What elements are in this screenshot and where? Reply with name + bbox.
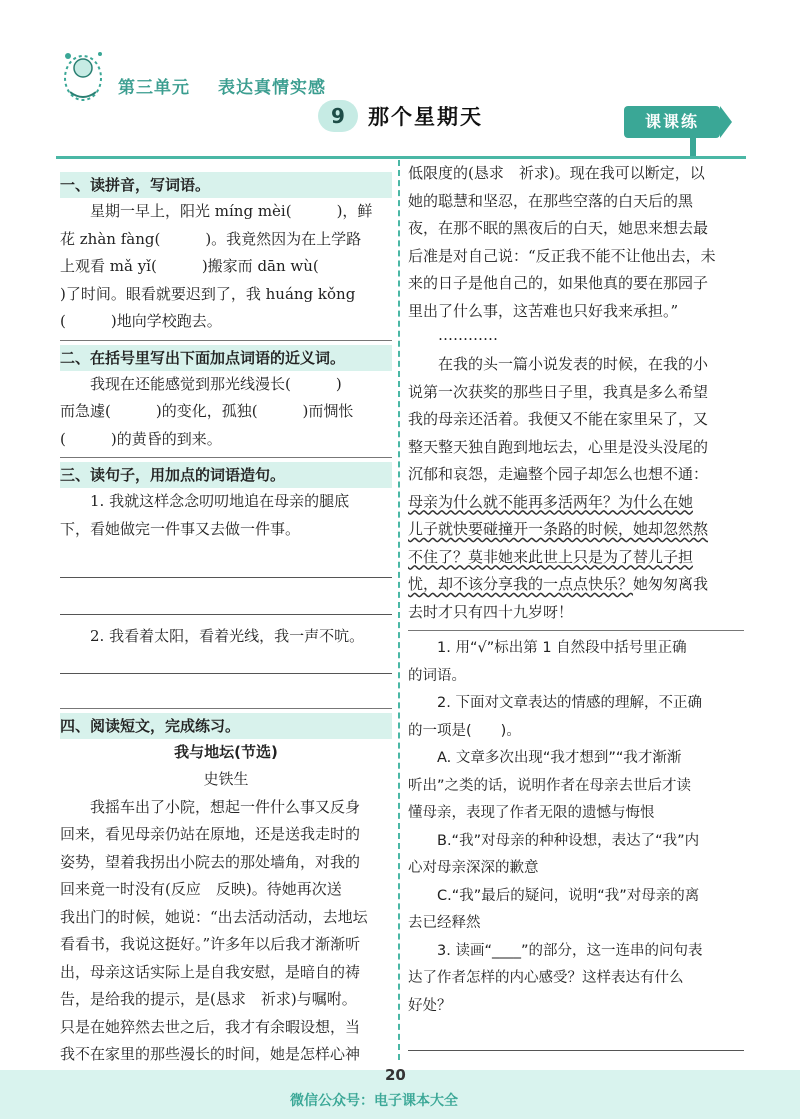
section3-q2: 2. 我看着太阳，看着光线，我一声不吭。 <box>90 627 365 645</box>
section1-line: ( )地向学校跑去。 <box>60 312 222 330</box>
section2-line: 而急遽( )的变化，孤独( )而惆怅 <box>60 402 354 420</box>
question2-line: 的一项是( )。 <box>408 722 521 739</box>
question1-line: 1. 用“√”标出第 1 自然段中括号里正确 <box>437 640 687 656</box>
option-a-line: 懂母亲，表现了作者无限的遗憾与悔恨 <box>408 805 655 821</box>
option-b-line: 心对母亲深深的歉意 <box>408 860 539 876</box>
article-line: 沉郁和哀怨，走遍整个园子却怎么也想不通： <box>408 465 709 483</box>
article-line: 说第一次获奖的那些日子里，我真是多么希望 <box>408 382 709 401</box>
section3-q1-line: 下，看她做完一件事又去做一件事。 <box>60 519 301 538</box>
section4-heading: 四、阅读短文，完成练习。 <box>60 713 392 739</box>
section3-heading: 三、读句子，用加点的词语造句。 <box>60 462 392 488</box>
article-line: 只是在她猝然去世之后，我才有余暇设想，当 <box>60 1017 361 1036</box>
article-line: 后准是对自己说：“反正我不能不让他出去，未 <box>408 246 716 265</box>
unit-theme: 表达真情实感 <box>218 78 326 98</box>
section1-line: )了时间。眼看就要迟到了，我 huáng kǒng <box>60 284 356 303</box>
section1-line: 上观看 mǎ yǐ( )搬家而 dān wù( <box>60 257 349 275</box>
header-rule <box>56 156 746 159</box>
article-author: 史铁生 <box>203 770 249 788</box>
question3-line: 好处？ <box>408 997 452 1014</box>
question3-line: 3. 读画“____”的部分，这一连串的问句表 <box>437 942 703 959</box>
option-c-line: 去已经释然 <box>408 915 481 931</box>
question1-line: 的词语。 <box>408 667 466 684</box>
article-line: 里出了什么事，这苦难也只好我来承担。” <box>408 301 679 320</box>
article-line: 出，母亲这话实际上是自我安慰，是暗自的祷 <box>60 962 361 981</box>
page-number: 20 <box>385 1066 406 1084</box>
section2-heading: 二、在括号里写出下面加点词语的近义词。 <box>60 345 392 371</box>
question2-line: 2. 下面对文章表达的情感的理解，不正确 <box>437 695 702 711</box>
option-a-line: A. 文章多次出现“我才想到”“我才渐渐 <box>437 750 682 766</box>
answer-line[interactable] <box>408 1050 744 1051</box>
section2-line: ( )的黄昏的到来。 <box>60 429 222 448</box>
question3-line: 达了作者怎样的内心感受？这样表达有什么 <box>408 970 684 986</box>
article-line: 我的母亲还活着。我便又不能在家里呆了，又 <box>408 410 709 428</box>
wavy-line: 忧，却不该分享我的一点点快乐？ <box>408 575 634 593</box>
article-title: 我与地坛(节选) <box>174 742 278 761</box>
column-divider <box>398 160 400 1060</box>
unit-header <box>118 73 354 98</box>
option-a-line: 听出”之类的话，说明作者在母亲去世后才读 <box>408 777 692 794</box>
article-line: 我摇车出了小院，想起一件什么事又反身 <box>90 797 361 816</box>
wavy-line: 母亲为什么就不能再多活两年？为什么在她 <box>408 492 694 511</box>
wechat-credit: 微信公众号：电子课本大全 <box>290 1093 458 1109</box>
left-column <box>60 172 392 1096</box>
article-line: 她的聪慧和坚忍，在那些空落的白天后的黑 <box>408 191 694 210</box>
mascot-illustration <box>56 42 110 106</box>
wavy-line: 不住了？莫非她来此世上只是为了替儿子担 <box>408 547 694 566</box>
section1-heading: 一、读拼音，写词语。 <box>60 172 392 198</box>
article-line: 回来竟一时没有(反应 反映)。待她再次送 <box>60 880 342 898</box>
right-column <box>408 160 744 1086</box>
article-line: 低限度的(恳求 祈求)。现在我可以断定，以 <box>408 164 705 182</box>
section-rule <box>60 708 392 709</box>
section-rule <box>408 630 744 631</box>
article-line: 整天整天独自跑到地坛去，心里是没头没尾的 <box>408 437 709 456</box>
practice-badge: 课课练 <box>624 106 720 138</box>
article-line: 告，是给我的提示，是(恳求 祈求)与嘱咐。 <box>60 990 357 1008</box>
section3-q1-line: 1. 我就这样念念叨叨地追在母亲的腿底 <box>90 492 350 510</box>
wavy-line: 儿子就快要碰撞开一条路的时候，她却忽然熬 <box>408 520 709 538</box>
article-line: 去时才只有四十九岁呀！ <box>408 602 574 621</box>
article-line: 来的日子是他自己的，如果他真的要在那园子 <box>408 274 709 292</box>
section-rule <box>60 457 392 458</box>
article-line: 姿势，望着我拐出小院去的那处墙角，对我的 <box>60 852 361 871</box>
answer-line[interactable] <box>60 577 392 578</box>
article-line: 我出门的时候，她说：“出去活动活动，去地坛 <box>60 907 368 926</box>
section2-line: 我现在还能感觉到那光线漫长( ) <box>90 374 342 393</box>
answer-line[interactable] <box>60 673 392 674</box>
option-b-line: B.“我”对母亲的种种设想，表达了“我”内 <box>437 832 700 849</box>
lesson-number: 9 <box>318 100 358 132</box>
article-line: 回来，看见母亲仍站在原地，还是送我走时的 <box>60 825 361 843</box>
lesson-title: 那个星期天 <box>368 105 483 129</box>
article-line: 夜，在那不眠的黑夜后的白天，她思来想去最 <box>408 219 709 237</box>
badge-post <box>690 138 696 158</box>
article-text: 她匆匆离我 <box>633 575 709 593</box>
article-line: 看看书，我说这挺好。”许多年以后我才渐渐听 <box>60 935 361 953</box>
section1-line: 星期一早上，阳光 míng mèi( )，鲜 <box>90 202 373 220</box>
option-c-line: C.“我”最后的疑问，说明“我”对母亲的离 <box>437 887 700 904</box>
unit-label: 第三单元 <box>118 78 190 98</box>
answer-line[interactable] <box>60 614 392 615</box>
section-rule <box>60 340 392 341</box>
ellipsis: ………… <box>438 326 498 344</box>
section1-line: 花 zhàn fàng( )。我竟然因为在上学路 <box>60 229 362 248</box>
article-line: 我不在家里的那些漫长的时间，她是怎样心神 <box>60 1045 361 1063</box>
article-line: 在我的头一篇小说发表的时候，在我的小 <box>438 355 709 373</box>
